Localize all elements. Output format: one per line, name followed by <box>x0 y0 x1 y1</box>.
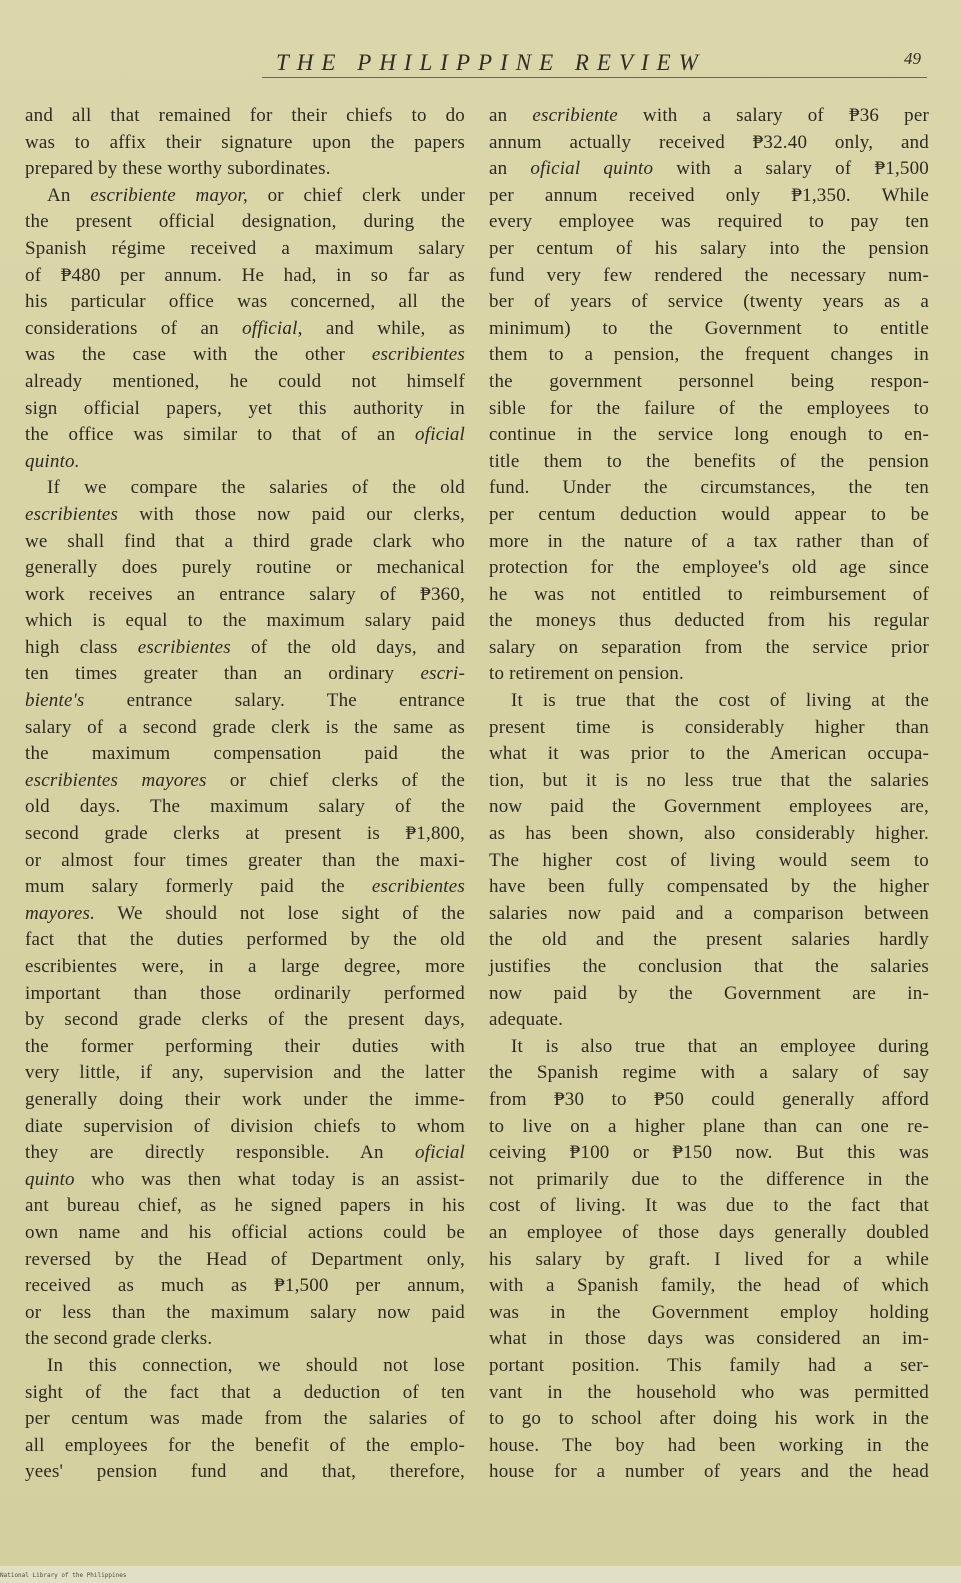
text-line: ceiving ₱100 or ₱150 now. But this was <box>489 1142 929 1164</box>
text-line: the second grade clerks. <box>25 1328 213 1350</box>
text-line: per centum deduction would appear to be <box>489 503 929 525</box>
text-line: tion, but it is no less true that the salaries <box>489 769 929 791</box>
text-line: cost of living. It was due to the fact that <box>489 1195 929 1217</box>
text-line: present time is considerably higher than <box>489 716 929 738</box>
text-line: salaries now paid and a comparison between <box>489 902 929 924</box>
text-line: justifies the conclusion that the salaries <box>489 956 929 977</box>
text-line: diate supervision of division chiefs to whom <box>25 1115 465 1137</box>
text-line: all employees for the benefit of the emplo- <box>25 1434 465 1456</box>
text-line: of ₱480 per annum. He had, in so far as <box>25 264 465 286</box>
text-line: an oficial quinto with a salary of ₱1,500 <box>489 158 929 180</box>
text-line: mayores. We should not lose sight of the <box>25 902 465 924</box>
text-line: title them to the benefits of the pension <box>489 450 929 472</box>
left-text-column <box>25 103 465 1486</box>
text-line: generally does purely routine or mechanical <box>25 557 465 579</box>
text-line: the former performing their duties with <box>25 1035 465 1057</box>
text-line: with a Spanish family, the head of which <box>489 1275 929 1297</box>
text-line: In this connection, we should not lose <box>47 1354 465 1376</box>
text-line: the present official designation, during the <box>25 211 465 233</box>
journal-title: THE PHILIPPINE REVIEW <box>276 50 706 75</box>
text-line: sight of the fact that a deduction of ten <box>25 1381 465 1403</box>
text-line: An escribiente mayor, or chief clerk under <box>47 184 466 206</box>
right-text-column <box>489 103 929 1486</box>
text-line: the old and the present salaries hardly <box>489 929 929 951</box>
text-line: from ₱30 to ₱50 could generally afford <box>489 1088 929 1110</box>
text-line: more in the nature of a tax rather than of <box>489 530 929 552</box>
text-line: every employee was required to pay ten <box>489 211 929 233</box>
page-bottom-margin <box>0 1566 961 1583</box>
text-line: work receives an entrance salary of ₱360, <box>25 583 465 605</box>
text-line: to retirement on pension. <box>489 663 684 685</box>
text-line: an escribiente with a salary of ₱36 per <box>489 105 929 126</box>
text-line: or less than the maximum salary now paid <box>25 1301 465 1323</box>
text-line: the Spanish regime with a salary of say <box>489 1062 929 1084</box>
text-line: already mentioned, he could not himself <box>25 370 465 392</box>
text-line: annum actually received ₱32.40 only, and <box>489 131 929 153</box>
text-line: high class escribientes of the old days, and <box>25 636 465 658</box>
text-line: per centum of his salary into the pension <box>489 237 929 259</box>
text-line: the office was similar to that of an oficial <box>25 424 465 446</box>
text-line: by second grade clerks of the present days, <box>25 1009 465 1031</box>
text-line: yees' pension fund and that, therefore, <box>25 1461 465 1483</box>
text-line: very little, if any, supervision and the latter <box>25 1062 465 1084</box>
text-line: continue in the service long enough to en- <box>489 424 929 446</box>
text-line: house. The boy had been working in the <box>489 1434 929 1456</box>
text-line: escribientes with those now paid our clerks, <box>25 503 465 525</box>
text-line: ber of years of service (twenty years as a <box>489 291 929 313</box>
text-line: portant position. This family had a ser- <box>489 1354 929 1376</box>
text-line: or almost four times greater than the maxi- <box>25 849 465 871</box>
text-line: per annum received only ₱1,350. While <box>489 184 929 206</box>
text-line: quinto. <box>25 450 80 472</box>
text-line: escribientes mayores or chief clerks of the <box>25 769 466 791</box>
text-line: It is also true that an employee during <box>511 1035 929 1057</box>
text-line: house for a number of years and the head <box>489 1461 929 1483</box>
text-line: vant in the household who was permitted <box>489 1381 929 1403</box>
text-line: he was not entitled to reimbursement of <box>489 583 929 605</box>
text-line: was the case with the other escribientes <box>25 344 465 366</box>
text-line: salary on separation from the service prior <box>489 636 929 658</box>
text-line: fact that the duties performed by the old <box>25 929 465 951</box>
text-line: per centum was made from the salaries of <box>25 1408 465 1430</box>
text-line: ant bureau chief, as he signed papers in his <box>25 1195 465 1217</box>
text-line: own name and his official actions could be <box>25 1221 465 1243</box>
text-line: was in the Government employ holding <box>489 1301 929 1323</box>
text-line: salary of a second grade clerk is the same as <box>25 716 465 738</box>
text-line: prepared by these worthy subordinates. <box>25 158 331 180</box>
text-line: them to a pension, the frequent changes in <box>489 344 929 366</box>
text-line: important than those ordinarily performed <box>25 982 465 1004</box>
text-line: now paid the Government employees are, <box>489 796 929 818</box>
text-line: have been fully compensated by the higher <box>489 876 929 898</box>
text-line: generally doing their work under the imme- <box>25 1088 465 1110</box>
text-line: as has been shown, also considerably higher. <box>489 823 929 845</box>
library-source-note: National Library of the Philippines <box>0 1572 127 1579</box>
text-line: fund. Under the circumstances, the ten <box>489 477 929 499</box>
text-line: an employee of those days generally doubled <box>489 1221 929 1243</box>
text-line: not primarily due to the difference in the <box>489 1168 929 1190</box>
page-number: 49 <box>904 49 921 68</box>
text-line: and all that remained for their chiefs to do <box>25 105 465 126</box>
text-line: the government personnel being respon- <box>489 370 929 392</box>
text-line: they are directly responsible. An oficial <box>25 1142 465 1164</box>
text-line: minimum) to the Government to entitle <box>489 317 929 339</box>
text-line: It is true that the cost of living at the <box>511 690 929 712</box>
text-line: the maximum compensation paid the <box>25 743 465 765</box>
text-line: second grade clerks at present is ₱1,800, <box>25 823 465 845</box>
text-line: was to affix their signature upon the papers <box>25 131 465 153</box>
text-line: escribientes were, in a large degree, more <box>25 956 465 977</box>
text-line: If we compare the salaries of the old <box>47 477 465 499</box>
text-line: ten times greater than an ordinary escri- <box>25 663 465 685</box>
text-line: biente's entrance salary. The entrance <box>25 690 465 712</box>
text-line: now paid by the Government are in- <box>489 982 929 1004</box>
text-line: his particular office was concerned, all the <box>25 291 465 313</box>
header-rule <box>262 77 927 78</box>
text-line: what it was prior to the American occupa- <box>489 743 929 765</box>
text-line: reversed by the Head of Department only, <box>25 1248 465 1270</box>
text-line: protection for the employee's old age since <box>489 557 929 579</box>
text-line: we shall find that a third grade clark who <box>25 530 465 552</box>
text-line: quinto who was then what today is an assist- <box>25 1168 465 1190</box>
text-line: which is equal to the maximum salary paid <box>25 610 465 632</box>
text-line: sign official papers, yet this authority in <box>25 397 465 419</box>
text-line: old days. The maximum salary of the <box>25 796 465 818</box>
text-line: the moneys thus deducted from his regular <box>489 610 929 632</box>
text-line: adequate. <box>489 1009 564 1031</box>
text-line: what in those days was considered an im- <box>489 1328 929 1350</box>
text-line: to go to school after doing his work in the <box>489 1408 929 1430</box>
text-line: The higher cost of living would seem to <box>489 849 929 871</box>
text-line: received as much as ₱1,500 per annum, <box>25 1275 465 1297</box>
text-line: Spanish régime received a maximum salary <box>25 237 465 259</box>
text-line: his salary by graft. I lived for a while <box>489 1248 929 1270</box>
text-line: sible for the failure of the employees to <box>489 397 929 419</box>
text-line: considerations of an official, and while, as <box>25 317 465 339</box>
text-line: to live on a higher plane than can one re- <box>489 1115 929 1137</box>
text-line: mum salary formerly paid the escribientes <box>25 876 465 898</box>
text-line: fund very few rendered the necessary num- <box>489 264 929 286</box>
